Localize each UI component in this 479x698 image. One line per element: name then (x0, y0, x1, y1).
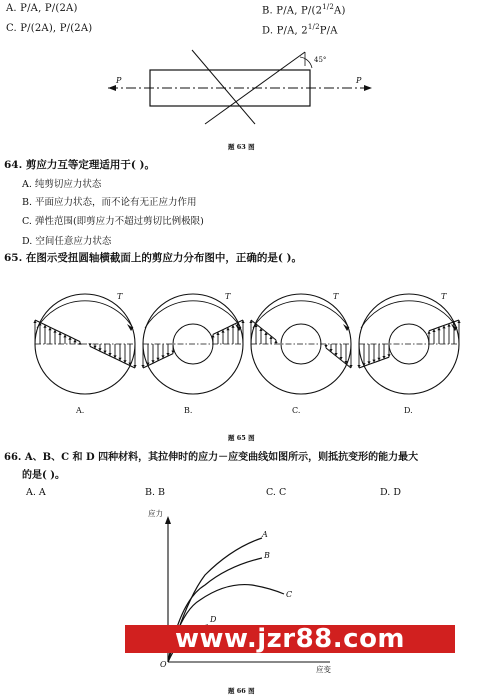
q66-y-arrow (165, 516, 171, 524)
q65-torque-d: T (441, 292, 447, 301)
q63-p-right: P (356, 76, 362, 85)
q66-origin: O (160, 660, 167, 669)
q65-label-d: D. (404, 406, 413, 415)
q63-option-d-sup: 1/2 (307, 23, 320, 31)
q65-torque-c: T (333, 292, 339, 301)
q65-question: 65. 在图示受扭圆轴横截面上的剪应力分布图中，正确的是( )。 (4, 252, 303, 264)
q65-label-a: A. (76, 406, 85, 415)
q65-torque-a: T (117, 292, 123, 301)
q63-option-b-end: A) (334, 5, 346, 17)
q65-label-c: C. (292, 406, 301, 415)
q66-curve-d-label: D (210, 615, 217, 624)
watermark-text: www.jzr88.com (174, 624, 406, 654)
q66-question-line2: 的是( )。 (22, 470, 65, 481)
q63-option-b-sup: 1/2 (322, 3, 335, 11)
q63-angle-label: 45° (314, 56, 327, 64)
q64-option-a: A. 纯剪切应力状态 (22, 179, 102, 190)
q64-option-c: C. 弹性范围(即剪应力不超过剪切比例极限) (22, 216, 204, 227)
q66-option-a: A. A (26, 487, 46, 498)
q65-torque-b: T (225, 292, 231, 301)
q63-option-d-end: P/A (319, 25, 338, 37)
q63-option-c: C. P/(2A), P/(2A) (6, 23, 93, 34)
q63-option-b-text: B. P/A, P/(2 (262, 5, 323, 17)
q64-option-d: D. 空间任意应力状态 (22, 236, 112, 247)
q66-curve-c-label: C (286, 590, 293, 599)
q63-option-a: A. P/A, P/(2A) (6, 3, 78, 14)
q66-curve-a-label: A (262, 530, 268, 539)
q65-label-b: B. (184, 406, 193, 415)
q66-option-c: C. C (266, 487, 287, 498)
watermark-banner (125, 625, 455, 653)
q64-question: 64. 剪应力互等定理适用于( )。 (4, 159, 156, 171)
q66-option-d: D. D (380, 487, 401, 498)
q63-option-d-text: D. P/A, 2 (262, 25, 308, 37)
q66-question-line1: 66. A、B、C 和 D 四种材料，其拉伸时的应力－应变曲线如图所示，则抵抗变形的能力最大 (4, 452, 419, 463)
q66-y-axis-label: 应力 (148, 509, 163, 518)
q66-option-b: B. B (145, 487, 166, 498)
q63-p-left: P (116, 76, 122, 85)
q65-caption: 题 65 图 (228, 434, 255, 442)
q63-caption: 题 63 图 (228, 143, 255, 151)
q66-curve-b-label: B (264, 551, 270, 560)
q66-x-axis-label: 应变 (316, 665, 331, 674)
q64-option-b: B. 平面应力状态，而不论有无正应力作用 (22, 197, 197, 208)
q66-caption: 题 66 图 (228, 687, 255, 695)
